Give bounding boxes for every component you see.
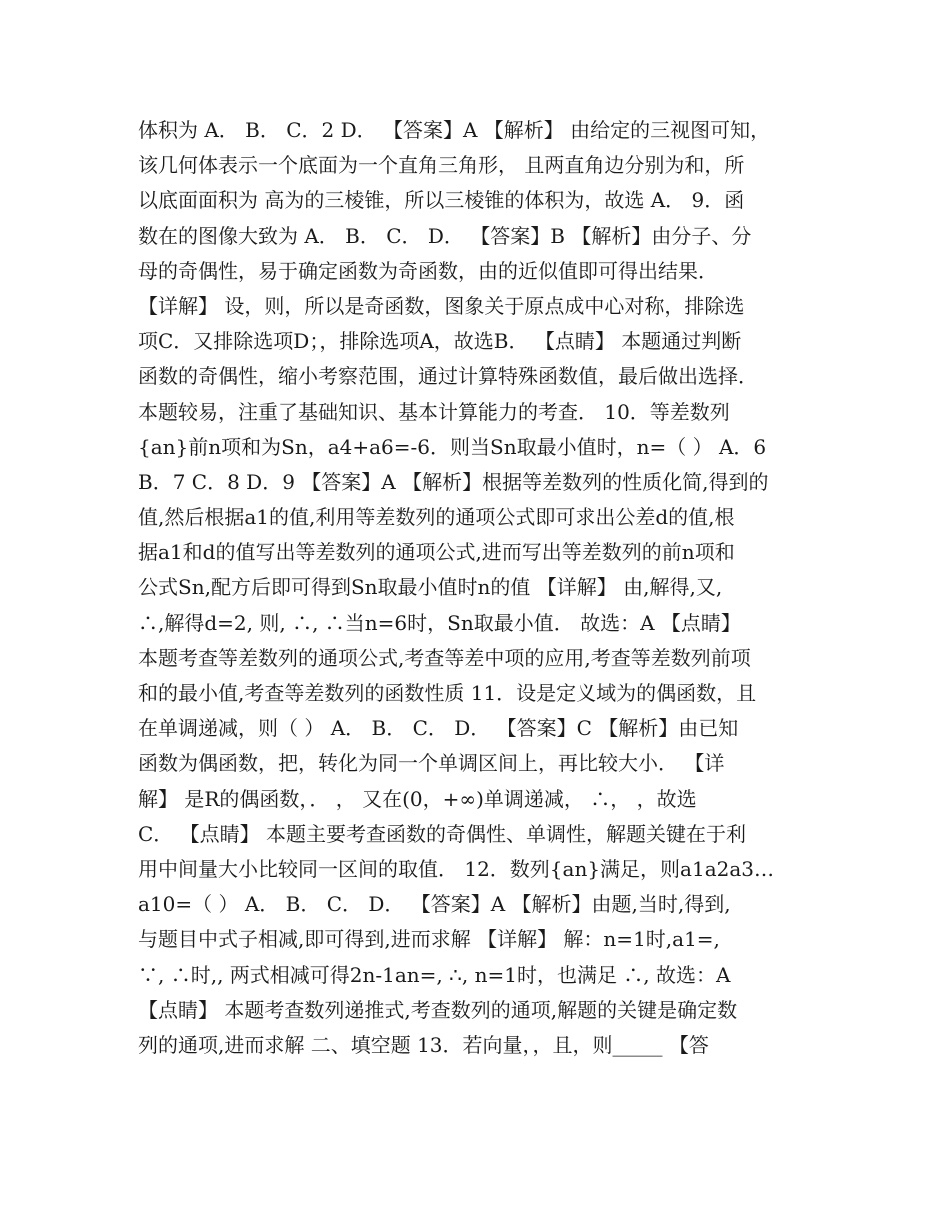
- text-line: 【点睛】 本题考查数列递推式,考查数列的通项,解题的关键是确定数: [138, 997, 738, 1022]
- text-line: 函数的奇偶性，缩小考察范围，通过计算特殊函数值，最后做出选择．: [138, 364, 758, 389]
- text-line: 列的通项,进而求解 二、填空题 13．若向量，，且，则_____ 【答: [138, 1032, 709, 1057]
- text-line: 函数为偶函数，把，转化为同一个单调区间上，再比较大小． 【详: [138, 751, 725, 776]
- text-line: 用中间量大小比较同一区间的取值． 12．数列{an}满足，则a1a2a3…: [138, 856, 775, 881]
- text-line: 【详解】 设，则，所以是奇函数，图象关于原点成中心对称，排除选: [138, 293, 745, 318]
- body-text: [138, 113, 818, 1063]
- text-line: 母的奇偶性，易于确定函数为奇函数，由的近似值即可得出结果．: [138, 258, 718, 283]
- text-line: {an}前n项和为Sn，a4+a6=-6．则当Sn取最小值时，n=（ ） A．6: [138, 434, 767, 459]
- text-line: C． 【点睛】 本题主要考查函数的奇偶性、单调性，解题关键在于利: [138, 821, 747, 846]
- text-line: 项C．又排除选项D；，排除选项A，故选B． 【点睛】 本题通过判断: [138, 329, 742, 354]
- text-line: 与题目中式子相减,即可得到,进而求解 【详解】 解：n=1时,a1=,: [138, 927, 720, 952]
- text-line: 解】 是R的偶函数，． ， 又在(0，+∞)单调递减， ∴， ，故选: [138, 786, 697, 811]
- text-line: 以底面面积为 高为的三棱锥，所以三棱锥的体积为，故选 A． 9．函: [138, 188, 745, 213]
- text-line: 体积为 A． B． C．2 D． 【答案】A 【解析】 由给定的三视图可知，: [138, 118, 771, 142]
- text-line: 该几何体表示一个底面为一个直角三角形， 且两直角边分别为和，所: [138, 153, 745, 178]
- text-line: 数在的图像大致为 A． B． C． D． 【答案】B 【解析】由分子、分: [138, 223, 752, 248]
- text-line: 本题考查等差数列的通项公式,考查等差中项的应用,考查等差数列前项: [138, 645, 751, 670]
- text-line: ∵, ∴时,, 两式相减可得2n-1an=, ∴, n=1时，也满足 ∴, 故选：A: [138, 962, 731, 987]
- text-line: 公式Sn,配方后即可得到Sn取最小值时n的值 【详解】 由,解得,又,: [138, 575, 723, 600]
- text-line: 值,然后根据a1的值,利用等差数列的通项公式即可求出公差d的值,根: [138, 505, 735, 530]
- text-line: 和的最小值,考查等差数列的函数性质 11．设是定义域为的偶函数，且: [138, 681, 757, 705]
- text-line: B．7 C．8 D．9 【答案】A 【解析】根据等差数列的性质化简,得到的: [138, 469, 769, 494]
- text-line: 在单调递减，则（ ） A． B． C． D． 【答案】C 【解析】由已知: [138, 716, 739, 741]
- text-line: 据a1和d的值写出等差数列的通项公式,进而写出等差数列的前n项和: [138, 540, 735, 565]
- text-line: a10=（ ） A． B． C． D． 【答案】A 【解析】由题,当时,得到,: [138, 892, 731, 917]
- text-line: 本题较易，注重了基础知识、基本计算能力的考查． 10．等差数列: [138, 399, 730, 424]
- text-line: ∴,解得d=2, 则, ∴, ∴当n=6时，Sn取最小值． 故选：A 【点睛】: [138, 610, 741, 635]
